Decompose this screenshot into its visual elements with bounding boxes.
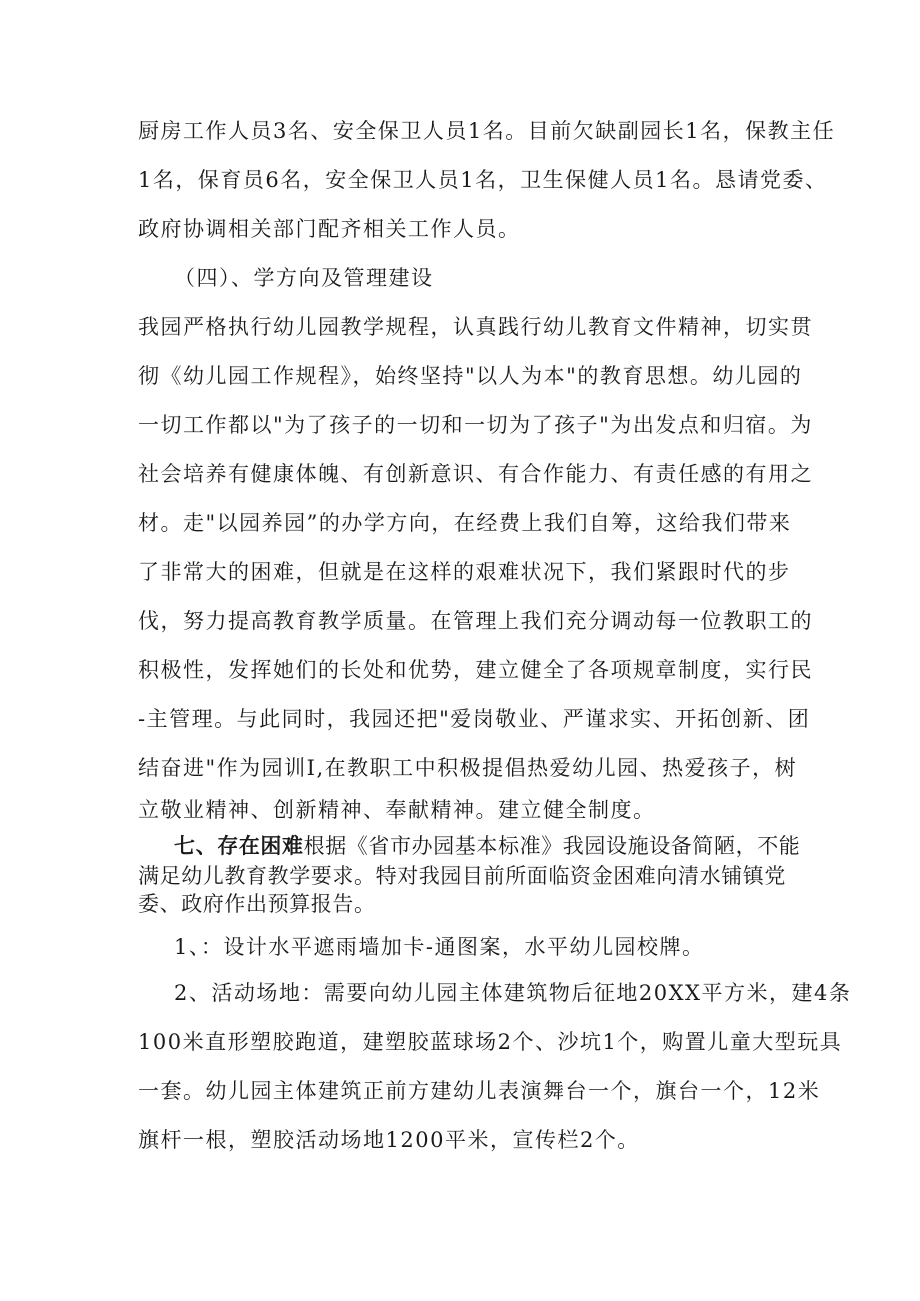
item-one: 1、：设计水平遮雨墙加卡-通图案，水平幼儿园校牌。 <box>174 935 705 959</box>
management-paragraph-line-8: 积极性，发挥她们的长处和优势，建立健全了各项规章制度，实行民 <box>138 658 813 682</box>
management-paragraph-line-3: 一切工作都以"为了孩子的一切和一切为了孩子"为出发点和归宿。为 <box>138 413 813 437</box>
section-seven-line-3: 委、政府作出预算报告。 <box>138 892 376 916</box>
management-paragraph-line-2: 彻《幼儿园工作规程》，始终坚持"以人为本"的教育思想。幼儿园的 <box>138 364 803 388</box>
item-two-line-2: 100米直形塑胶跑道，建塑胶蓝球场2个、沙坑1个，购置儿童大型玩具 <box>138 1030 843 1054</box>
management-paragraph-line-4: 社会培养有健康体魄、有创新意识、有合作能力、有责任感的有用之 <box>138 462 813 486</box>
management-paragraph-line-1: 我园严格执行幼儿园教学规程，认真践行幼儿教育文件精神，切实贯 <box>138 315 813 339</box>
section-seven-line-1-text: 根据《省市办园基本标准》我园设施设备简陋，不能 <box>303 834 801 858</box>
management-paragraph-line-11: 立敬业精神、创新精神、奉献精神。建立健全制度。 <box>138 798 656 822</box>
staff-paragraph-line-2: 1名，保育员6名，安全保卫人员1名，卫生保健人员1名。恳请党委、 <box>138 168 828 192</box>
item-two-line-1: 2、活动场地：需要向幼儿园主体建筑物后征地20XX平方米，建4条 <box>174 981 852 1005</box>
management-paragraph-line-10: 结奋进"作为园训I,在教职工中积极提倡热爱幼儿园、热爱孩子，树 <box>138 756 798 780</box>
staff-paragraph-line-3: 政府协调相关部门配齐相关工作人员。 <box>138 217 521 241</box>
section-seven-line-1 <box>174 832 804 860</box>
management-paragraph-line-6: 了非常大的困难，但就是在这样的艰难状况下，我们紧跟时代的步 <box>138 560 791 584</box>
item-two-line-4: 旗杆一根，塑胶活动场地1200平米，宣传栏2个。 <box>138 1128 640 1152</box>
management-paragraph-line-9: -主管理。与此同时，我园还把"爱岗敬业、严谨求实、开拓创新、团 <box>138 707 811 731</box>
staff-paragraph-line-1: 厨房工作人员3名、安全保卫人员1名。目前欠缺副园长1名，保教主任 <box>138 119 836 143</box>
item-two-line-3: 一套。幼儿园主体建筑正前方建幼儿表演舞台一个，旗台一个，12米 <box>138 1079 821 1103</box>
section-seven-heading: 七、存在困难 <box>174 833 304 858</box>
section-four-heading: （四）、学方向及管理建设 <box>174 266 434 290</box>
management-paragraph-line-5: 材。走"以园养园”的办学方向，在经费上我们自筹，这给我们带来 <box>138 511 792 535</box>
management-paragraph-line-7: 伐，努力提高教育教学质量。在管理上我们充分调动每一位教职工的 <box>138 609 813 633</box>
section-seven-line-2: 满足幼儿教育教学要求。特对我园目前所面临资金困难向清水铺镇党 <box>138 864 786 888</box>
